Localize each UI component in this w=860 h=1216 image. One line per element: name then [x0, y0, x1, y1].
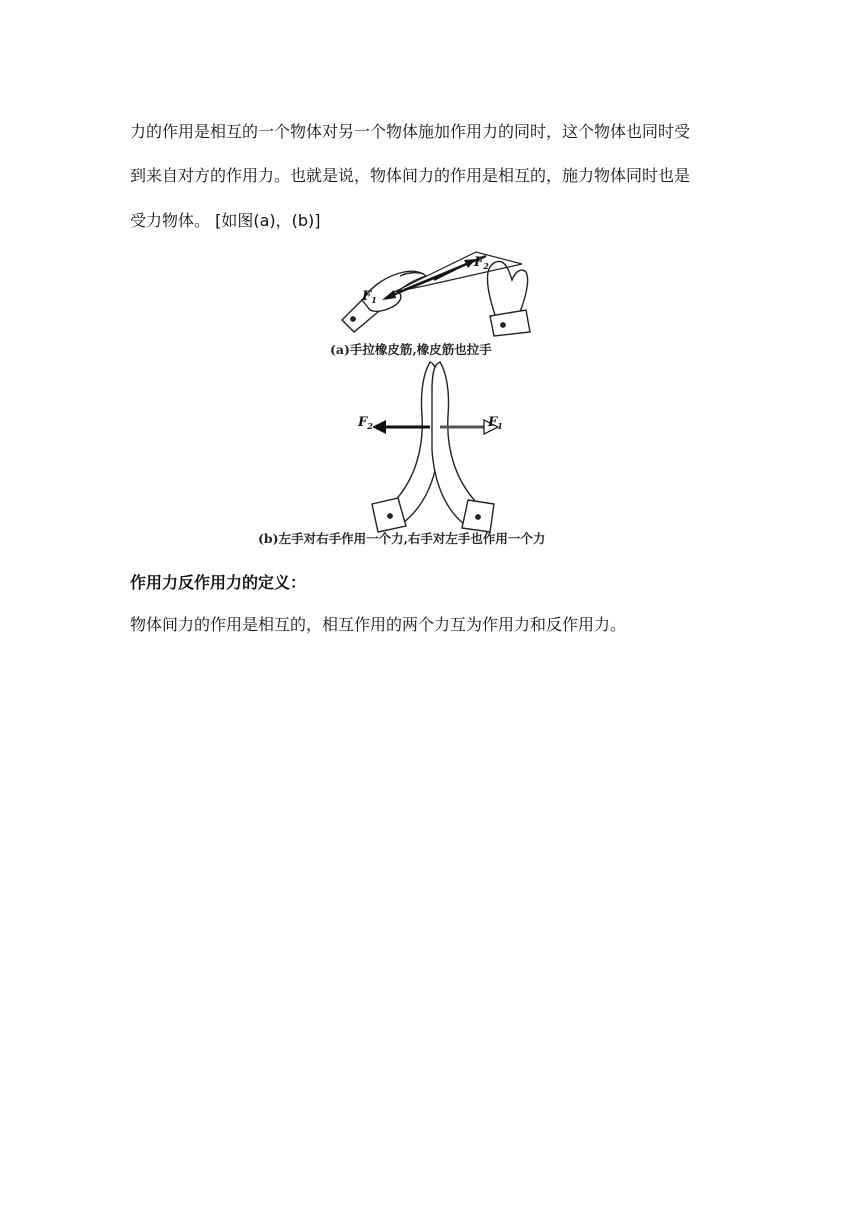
- paragraph-line-3: 受力物体。 [如图(a)，(b)]: [130, 211, 321, 230]
- cuff-button-a-left: [351, 317, 355, 321]
- label-f1-a: $F_1$: [362, 289, 377, 305]
- definition-heading: 作用力反作用力的定义：: [130, 573, 307, 592]
- definition-body: 物体间力的作用是相互的，相互作用的两个力互为作用力和反作用力。: [130, 615, 627, 634]
- figure-b-drawing: [372, 362, 494, 532]
- label-f1-b: $F_1$: [488, 415, 503, 431]
- paragraph-line-2: 到来自对方的作用力。也就是说，物体间力的作用是相互的，施力物体同时也是: [130, 166, 691, 185]
- arrowhead-f2-b: [372, 420, 386, 434]
- label-f2-b: $F_2$: [358, 415, 373, 431]
- label-f2-a: $F_2$: [474, 255, 489, 271]
- caption-b: (b)左手对右手作用一个力,右手对左手也作用一个力: [258, 531, 546, 546]
- hands-figure-svg: [254, 240, 616, 552]
- right-hand-b: [432, 362, 492, 524]
- caption-a: (a)手拉橡皮筋,橡皮筋也拉手: [330, 342, 492, 357]
- paragraph-line-1: 力的作用是相互的一个物体对另一个物体施加作用力的同时，这个物体也同时受: [130, 122, 691, 141]
- cuff-button-a-right: [501, 323, 505, 327]
- left-hand-b: [374, 362, 438, 522]
- cuff-button-b-right: [476, 515, 480, 519]
- cuff-button-b-left: [388, 514, 392, 518]
- force-illustration: [254, 240, 616, 552]
